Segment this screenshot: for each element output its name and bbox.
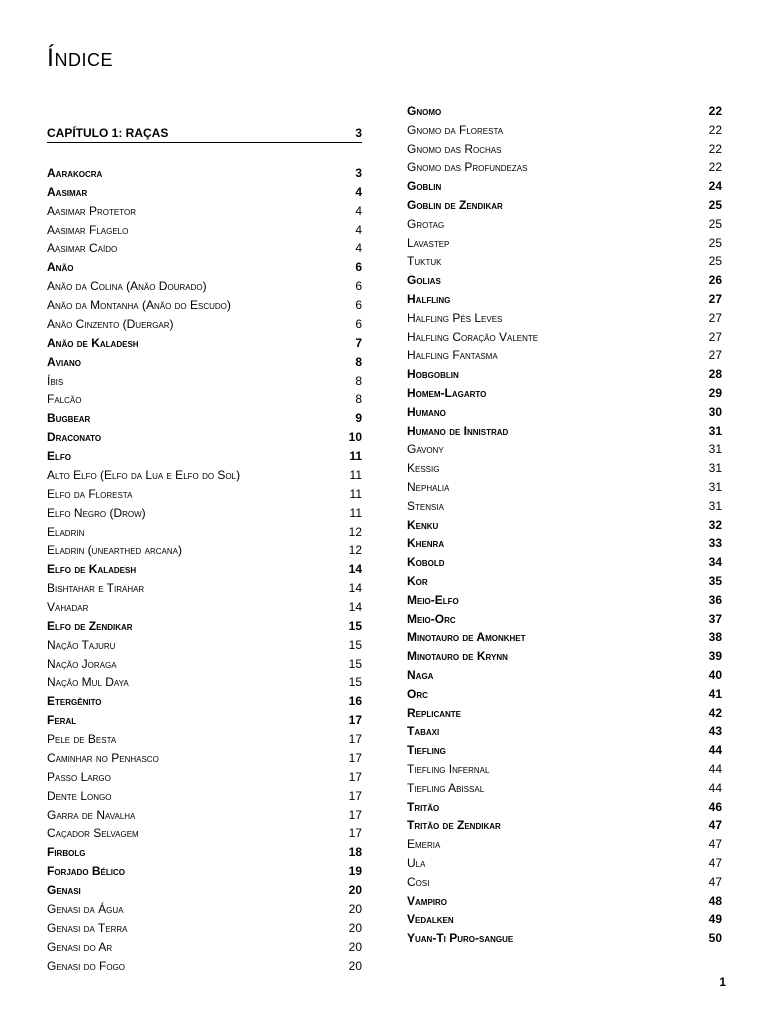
toc-entry-page: 24	[708, 179, 722, 194]
toc-entry-page: 19	[348, 864, 362, 879]
toc-entry-label: Anão de Kaladesh	[47, 335, 139, 350]
toc-entry-page: 35	[708, 574, 722, 588]
toc-entry-page: 6	[355, 298, 362, 313]
toc-entry[interactable]	[407, 892, 722, 910]
toc-entry-label: Emeria	[407, 837, 441, 852]
toc-entry-label: Gnomo da Floresta	[407, 122, 504, 137]
toc-entry-label: Kenku	[407, 517, 439, 532]
toc-entry-label: Gnomo das Rochas	[407, 141, 502, 156]
toc-entry-label: Genasi da Terra	[47, 920, 128, 935]
toc-entry[interactable]	[47, 447, 362, 465]
toc-entry-label: Kessig	[407, 461, 440, 476]
toc-entry-page: 11	[349, 449, 362, 464]
toc-entry[interactable]	[407, 816, 722, 834]
toc-entry[interactable]	[407, 873, 722, 891]
toc-entry[interactable]	[47, 258, 362, 276]
toc-entry-page: 38	[708, 630, 722, 645]
toc-entry[interactable]	[47, 560, 362, 578]
toc-entry-label: Minotauro de Amonkhet	[407, 630, 526, 645]
toc-entry-page: 22	[708, 104, 722, 118]
toc-entry-page: 11	[349, 505, 362, 520]
toc-entry-label: Passo Largo	[47, 769, 111, 784]
chapter-page: 3	[355, 126, 362, 140]
toc-entry-label: Garra de Navalha	[47, 807, 136, 822]
toc-entry[interactable]	[47, 598, 362, 616]
toc-entry-label: Elfo de Zendikar	[47, 618, 133, 633]
toc-entry-page: 6	[355, 260, 362, 275]
toc-entry-page: 17	[348, 713, 362, 728]
toc-entry-label: Humano	[407, 404, 446, 419]
toc-entry[interactable]	[407, 328, 722, 346]
toc-entry[interactable]	[47, 315, 362, 333]
toc-entry-label: Halfling Pés Leves	[407, 310, 503, 325]
toc-entry[interactable]	[47, 787, 362, 805]
chapter-label: CAPÍTULO 1: RAÇAS	[47, 126, 169, 140]
toc-entry[interactable]	[407, 798, 722, 816]
toc-entry-label: Íbis	[47, 373, 64, 388]
toc-entry[interactable]	[407, 685, 722, 703]
toc-entry-label: Dente Longo	[47, 788, 112, 803]
toc-entry-page: 33	[708, 536, 722, 551]
toc-entry-page: 12	[348, 543, 362, 558]
toc-entry-page: 14	[348, 581, 362, 596]
toc-entry[interactable]	[407, 553, 722, 571]
toc-entry-page: 16	[348, 694, 362, 709]
toc-entry[interactable]	[47, 579, 362, 597]
toc-entry-label: Meio-Orc	[407, 611, 456, 626]
toc-entry-page: 40	[708, 668, 722, 682]
page-number: 1	[719, 975, 726, 989]
toc-entry-label: Gavony	[407, 442, 444, 457]
toc-entry[interactable]	[407, 121, 722, 139]
toc-entry[interactable]	[407, 140, 722, 158]
toc-entry[interactable]	[47, 919, 362, 937]
toc-entry-page: 17	[348, 769, 362, 784]
toc-entry-page: 20	[348, 901, 362, 916]
toc-entry-label: Tritão	[407, 799, 440, 814]
toc-entry[interactable]	[47, 711, 362, 729]
toc-entry[interactable]	[407, 929, 722, 947]
toc-entry[interactable]	[407, 252, 722, 270]
toc-entry-label: Gnomo das Profundezas	[407, 160, 528, 175]
toc-entry-label: Halfling Fantasma	[407, 348, 498, 363]
toc-entry[interactable]	[47, 183, 362, 201]
toc-entry[interactable]	[47, 239, 362, 257]
toc-entry-page: 37	[708, 611, 722, 626]
toc-entry-label: Vedalken	[407, 912, 454, 927]
toc-entry[interactable]	[407, 534, 722, 552]
toc-entry[interactable]	[407, 177, 722, 195]
toc-entry[interactable]	[47, 824, 362, 842]
toc-entry-label: Yuan-Ti Puro-sangue	[407, 931, 514, 946]
toc-entry-label: Anão da Colina (Anão Dourado)	[47, 279, 207, 294]
toc-entry-page: 31	[708, 423, 722, 438]
toc-entry-label: Replicante	[407, 705, 462, 720]
toc-entry-label: Draconato	[47, 430, 102, 445]
toc-entry[interactable]	[47, 277, 362, 295]
toc-entry[interactable]	[407, 422, 722, 440]
toc-entry-label: Anão	[47, 260, 74, 275]
toc-entry-label: Genasi do Ar	[47, 939, 113, 954]
toc-entry[interactable]	[47, 636, 362, 654]
toc-entry-label: Pele de Besta	[47, 732, 117, 747]
toc-entry-label: Caçador Selvagem	[47, 826, 139, 841]
toc-entry-page: 48	[708, 893, 722, 908]
toc-entry-page: 20	[348, 920, 362, 935]
toc-entry-label: Genasi da Água	[47, 901, 124, 916]
toc-entry[interactable]	[407, 704, 722, 722]
toc-entry[interactable]	[47, 202, 362, 220]
toc-entry-page: 44	[708, 743, 722, 758]
toc-entry[interactable]	[407, 196, 722, 214]
toc-entry[interactable]	[47, 390, 362, 408]
toc-entry[interactable]	[47, 862, 362, 880]
toc-entry-page: 47	[708, 856, 722, 870]
toc-entry-label: Nação Mul Daya	[47, 675, 129, 690]
toc-entry-page: 27	[708, 310, 722, 325]
toc-entry[interactable]	[47, 353, 362, 371]
toc-entry-label: Falcão	[47, 392, 82, 407]
toc-entry-page: 18	[348, 845, 362, 860]
toc-entry[interactable]	[47, 957, 362, 975]
toc-entry-page: 31	[708, 442, 722, 457]
toc-entry[interactable]	[407, 365, 722, 383]
toc-entry[interactable]	[47, 617, 362, 635]
toc-entry-page: 4	[355, 222, 362, 237]
toc-entry[interactable]	[407, 478, 722, 496]
toc-entry-page: 11	[349, 467, 362, 482]
toc-entry-label: Lavastep	[407, 235, 450, 250]
toc-entry-page: 31	[708, 498, 722, 513]
toc-entry-label: Tritão de Zendikar	[407, 818, 501, 833]
toc-entry-label: Genasi	[47, 883, 81, 898]
toc-entry[interactable]	[407, 610, 722, 628]
toc-entry-page: 27	[708, 292, 722, 306]
chapter-heading[interactable]	[47, 124, 362, 143]
toc-entry[interactable]	[47, 843, 362, 861]
toc-entry-page: 4	[355, 203, 362, 218]
toc-entry[interactable]	[47, 768, 362, 786]
toc-entry-label: Elfo	[47, 449, 71, 464]
toc-entry-page: 22	[708, 160, 722, 175]
toc-entry-label: Stensia	[407, 498, 444, 513]
toc-entry-label: Firbolg	[47, 845, 86, 860]
toc-entry-label: Khenra	[407, 536, 445, 551]
toc-entry-label: Aasimar Caído	[47, 241, 118, 256]
toc-entry-label: Meio-Elfo	[407, 592, 459, 607]
toc-entry-page: 44	[708, 780, 722, 795]
toc-entry[interactable]	[47, 655, 362, 673]
toc-entry-page: 14	[348, 600, 362, 614]
toc-entry-page: 17	[348, 826, 362, 841]
toc-entry-label: Homem-Lagarto	[407, 386, 487, 400]
toc-entry-page: 31	[708, 480, 722, 494]
toc-entry[interactable]	[47, 485, 362, 503]
toc-entry-page: 34	[708, 555, 722, 570]
toc-entry[interactable]	[407, 591, 722, 609]
toc-entry-label: Minotauro de Krynn	[407, 649, 508, 664]
toc-entry-page: 26	[708, 273, 722, 288]
toc-entry[interactable]	[47, 428, 362, 446]
toc-entry-page: 27	[708, 329, 722, 344]
toc-entry[interactable]	[407, 628, 722, 646]
toc-entry-page: 25	[708, 216, 722, 231]
toc-entry-page: 30	[708, 404, 722, 419]
toc-entry[interactable]	[47, 541, 362, 559]
toc-entry-page: 47	[708, 837, 722, 852]
toc-entry-label: Nação Tajuru	[47, 637, 116, 652]
toc-entry-page: 8	[355, 392, 362, 407]
toc-entry-page: 44	[708, 762, 722, 776]
toc-entry[interactable]	[407, 215, 722, 233]
toc-entry-page: 10	[348, 430, 362, 445]
toc-entry[interactable]	[407, 290, 722, 308]
toc-entry-label: Naga	[407, 668, 434, 682]
toc-entry[interactable]	[407, 516, 722, 534]
toc-entry[interactable]	[407, 647, 722, 665]
toc-entry-label: Anão da Montanha (Anão do Escudo)	[47, 298, 231, 313]
toc-entry-page: 6	[355, 316, 362, 331]
toc-entry[interactable]	[407, 271, 722, 289]
toc-entry-label: Orc	[407, 686, 428, 701]
toc-entry-label: Golias	[407, 273, 441, 288]
toc-entry-page: 15	[348, 675, 362, 690]
toc-entry[interactable]	[407, 666, 722, 684]
toc-entry[interactable]	[47, 692, 362, 710]
toc-entry[interactable]	[407, 910, 722, 928]
toc-entry[interactable]	[407, 102, 722, 120]
toc-entry-page: 15	[348, 618, 362, 633]
toc-entry-label: Kor	[407, 574, 428, 588]
toc-entry[interactable]	[407, 158, 722, 176]
toc-entry-page: 32	[708, 517, 722, 532]
toc-entry-page: 29	[708, 386, 722, 400]
toc-entry-label: Kobold	[407, 555, 445, 570]
toc-entry[interactable]	[47, 881, 362, 899]
toc-entry-label: Grotag	[407, 216, 445, 231]
toc-entry[interactable]	[407, 384, 722, 402]
toc-entry[interactable]	[47, 164, 362, 182]
toc-entry-label: Eladrin	[47, 524, 85, 539]
toc-entry[interactable]	[47, 806, 362, 824]
toc-entry-page: 25	[708, 254, 722, 269]
toc-entry-page: 39	[708, 649, 722, 664]
toc-entry-label: Aasimar Protetor	[47, 203, 136, 218]
toc-entry[interactable]	[47, 749, 362, 767]
toc-entry[interactable]	[407, 309, 722, 327]
toc-entry[interactable]	[47, 504, 362, 522]
toc-entry-label: Caminhar no Penhasco	[47, 750, 159, 765]
toc-entry-page: 8	[355, 373, 362, 388]
toc-entry-page: 41	[708, 686, 722, 701]
toc-entry[interactable]	[47, 938, 362, 956]
toc-entry-page: 20	[348, 958, 362, 973]
toc-entry-label: Nephalia	[407, 480, 450, 494]
toc-entry-label: Tuktuk	[407, 254, 442, 269]
toc-entry-page: 27	[708, 348, 722, 363]
toc-entry-page: 14	[348, 562, 362, 577]
toc-entry[interactable]	[47, 334, 362, 352]
toc-entry[interactable]	[47, 673, 362, 691]
toc-entry-page: 15	[348, 637, 362, 652]
toc-entry-label: Eladrin (unearthed arcana)	[47, 543, 182, 558]
toc-entry-label: Bishtahar e Tirahar	[47, 581, 145, 596]
toc-entry-label: Tiefling Infernal	[407, 762, 490, 776]
toc-entry-label: Feral	[47, 713, 77, 728]
toc-entry-page: 17	[348, 750, 362, 765]
toc-entry-label: Bugbear	[47, 411, 91, 426]
toc-entry[interactable]	[47, 409, 362, 427]
toc-entry-page: 11	[349, 486, 362, 501]
toc-entry-label: Anão Cinzento (Duergar)	[47, 316, 174, 331]
toc-entry-page: 9	[355, 411, 362, 426]
toc-entry-page: 36	[708, 592, 722, 607]
toc-entry[interactable]	[47, 296, 362, 314]
toc-entry-label: Tiefling	[407, 743, 446, 758]
toc-entry-label: Hobgoblin	[407, 367, 459, 382]
toc-entry-label: Genasi do Fogo	[47, 958, 126, 973]
toc-entry-label: Aasimar	[47, 184, 88, 199]
toc-entry-label: Goblin	[407, 179, 442, 194]
toc-entry-label: Nação Joraga	[47, 656, 117, 671]
toc-entry[interactable]	[407, 572, 722, 590]
toc-entry-label: Aarakocra	[47, 166, 103, 180]
toc-entry[interactable]	[47, 900, 362, 918]
toc-entry-page: 47	[708, 818, 722, 833]
toc-entry-label: Elfo da Floresta	[47, 486, 133, 501]
toc-entry-label: Cosi	[407, 874, 430, 889]
toc-entry-label: Ula	[407, 856, 426, 870]
toc-entry-page: 25	[708, 235, 722, 250]
toc-entry-page: 15	[348, 656, 362, 671]
toc-entry[interactable]	[407, 459, 722, 477]
toc-entry[interactable]	[407, 440, 722, 458]
toc-entry-page: 20	[348, 883, 362, 898]
toc-entry[interactable]	[407, 722, 722, 740]
toc-entry-label: Halfling Coração Valente	[407, 329, 539, 344]
toc-entry-page: 25	[708, 198, 722, 212]
toc-entry[interactable]	[47, 372, 362, 390]
toc-entry[interactable]	[407, 779, 722, 797]
toc-entry-page: 4	[355, 241, 362, 256]
toc-entry-label: Goblin de Zendikar	[407, 198, 503, 212]
toc-entry-page: 22	[708, 141, 722, 156]
toc-entry-label: Vahadar	[47, 600, 89, 614]
toc-entry-page: 17	[348, 788, 362, 803]
toc-entry-page: 17	[348, 732, 362, 747]
toc-entry-page: 4	[355, 184, 362, 199]
toc-entry-label: Alto Elfo (Elfo da Lua e Elfo do Sol)	[47, 467, 241, 482]
toc-entry[interactable]	[407, 497, 722, 515]
toc-entry-label: Etergênito	[47, 694, 102, 709]
toc-entry[interactable]	[407, 835, 722, 853]
toc-entry-label: Elfo Negro (Drow)	[47, 505, 146, 520]
toc-entry-page: 28	[708, 367, 722, 382]
toc-entry-page: 12	[348, 524, 362, 539]
toc-entry-page: 17	[348, 807, 362, 822]
toc-entry-page: 49	[708, 912, 722, 927]
toc-entry[interactable]	[407, 854, 722, 872]
toc-entry-page: 50	[708, 931, 722, 946]
toc-entry[interactable]	[407, 760, 722, 778]
page-title: Índice	[47, 44, 113, 72]
toc-entry-page: 42	[708, 705, 722, 720]
toc-entry-page: 43	[708, 724, 722, 739]
toc-entry-page: 47	[708, 874, 722, 889]
toc-entry[interactable]	[47, 523, 362, 541]
toc-entry-label: Vampiro	[407, 893, 448, 908]
toc-entry[interactable]	[47, 221, 362, 239]
toc-entry-page: 22	[708, 122, 722, 137]
toc-entry-label: Gnomo	[407, 104, 442, 118]
toc-entry-label: Elfo de Kaladesh	[47, 562, 137, 577]
toc-entry-label: Aviano	[47, 354, 82, 369]
toc-entry-page: 7	[355, 335, 362, 350]
toc-entry-page: 6	[355, 279, 362, 294]
toc-entry-page: 31	[708, 461, 722, 476]
toc-entry-label: Aasimar Flagelo	[47, 222, 129, 237]
toc-entry-label: Humano de Innistrad	[407, 423, 509, 438]
toc-entry-label: Tabaxi	[407, 724, 440, 739]
toc-entry-label: Tiefling Abissal	[407, 780, 485, 795]
toc-entry[interactable]	[47, 730, 362, 748]
toc-entry-page: 46	[708, 799, 722, 814]
toc-entry[interactable]	[407, 346, 722, 364]
toc-entry-label: Halfling	[407, 292, 451, 306]
toc-entry-page: 3	[355, 166, 362, 180]
toc-entry[interactable]	[407, 403, 722, 421]
toc-entry[interactable]	[407, 741, 722, 759]
toc-entry-page: 8	[355, 354, 362, 369]
toc-entry[interactable]	[47, 466, 362, 484]
toc-entry[interactable]	[407, 234, 722, 252]
toc-entry-label: Forjado Bélico	[47, 864, 126, 879]
toc-entry-page: 20	[348, 939, 362, 954]
